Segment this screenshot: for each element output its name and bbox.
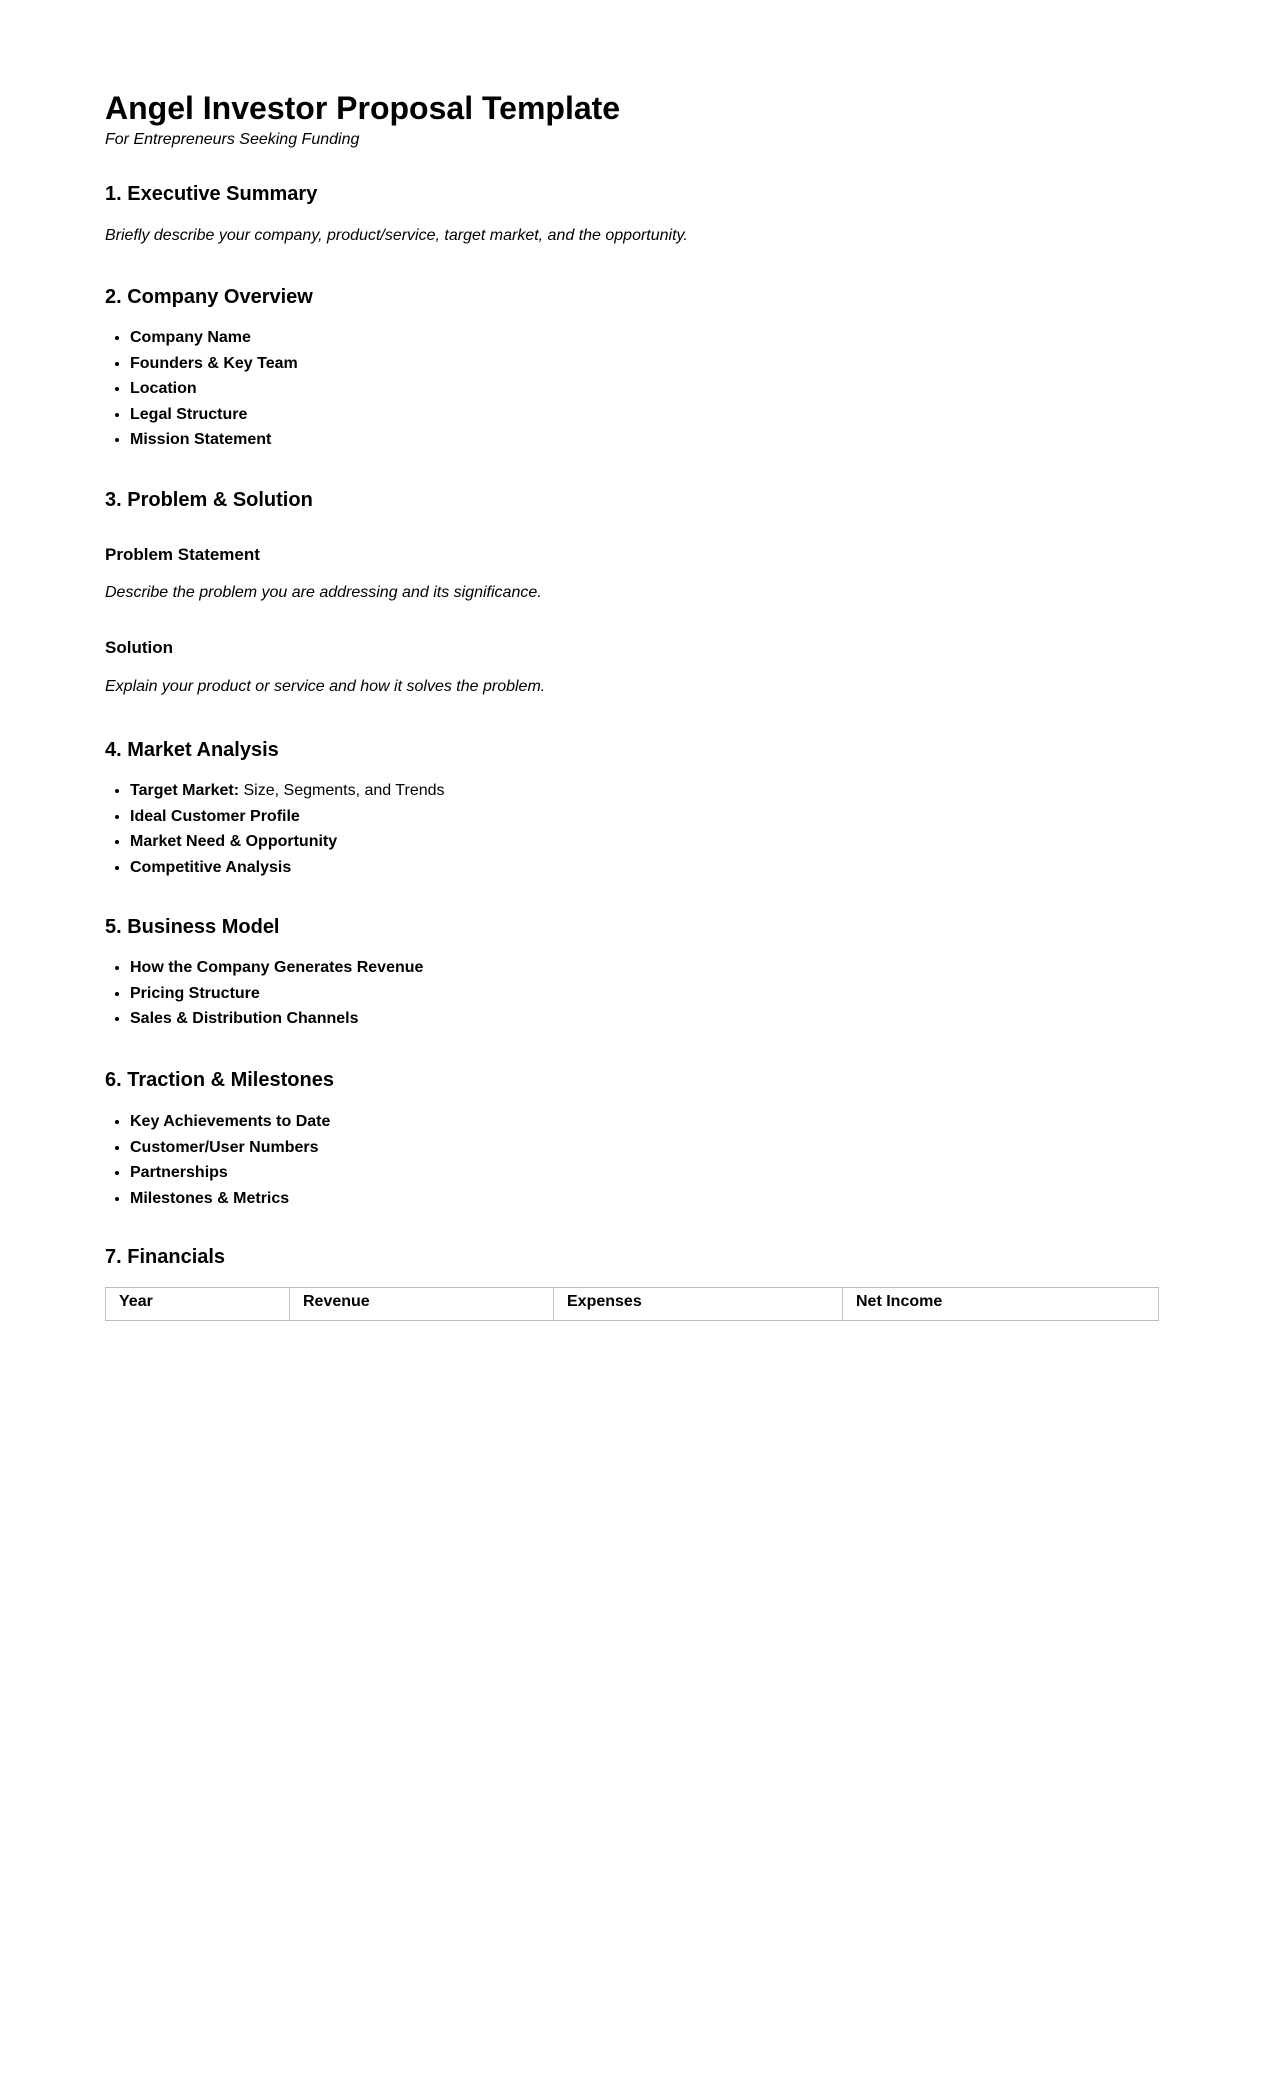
list-item-label: Sales & Distribution Channels	[130, 1010, 359, 1027]
financials-table-viewport	[105, 1287, 1158, 1310]
document	[105, 0, 1158, 2078]
section-heading-market-analysis: 4. Market Analysis	[105, 739, 279, 761]
list-item	[130, 351, 298, 377]
list-item-detail: Size, Segments, and Trends	[239, 782, 445, 799]
list-item	[130, 955, 423, 981]
list-item	[130, 829, 445, 855]
list-item-label: Mission Statement	[130, 431, 272, 448]
list-item	[130, 1135, 330, 1161]
subsection-description-problem-statement: Describe the problem you are addressing and its significance.	[105, 584, 542, 601]
document-subtitle: For Entrepreneurs Seeking Funding	[105, 131, 360, 148]
list-item	[130, 427, 298, 453]
list-item	[130, 1160, 330, 1186]
list-item-label: Milestones & Metrics	[130, 1189, 290, 1207]
list-item-label: Partnerships	[130, 1164, 228, 1181]
subsection-description-solution: Explain your product or service and how it solves the problem.	[105, 678, 546, 695]
list-item-label: Target Market:	[130, 782, 240, 799]
list-item-label: Founders & Key Team	[130, 354, 298, 372]
list-item	[130, 325, 298, 351]
traction-milestones-list	[105, 1109, 330, 1211]
column-header-net-income: Net Income	[843, 1288, 1159, 1321]
list-item-label: Pricing Structure	[130, 984, 260, 1002]
list-item-label: Company Name	[130, 329, 251, 346]
list-item-label: Market Need & Opportunity	[130, 833, 338, 850]
list-item	[130, 804, 445, 830]
list-item	[130, 778, 445, 804]
financials-table	[105, 1287, 1159, 1321]
column-header-year: Year	[106, 1288, 290, 1321]
list-item-label: Key Achievements to Date	[130, 1113, 331, 1130]
list-item	[130, 855, 445, 881]
list-item-label: Legal Structure	[130, 405, 248, 423]
list-item-label: Ideal Customer Profile	[130, 807, 300, 825]
column-header-revenue: Revenue	[290, 1288, 554, 1321]
subsection-heading-problem-statement: Problem Statement	[105, 545, 260, 564]
list-item	[130, 1186, 330, 1212]
list-item-label: Competitive Analysis	[130, 858, 292, 876]
list-item-label: How the Company Generates Revenue	[130, 959, 424, 976]
list-item	[130, 376, 298, 402]
section-heading-executive-summary: 1. Executive Summary	[105, 183, 318, 205]
section-heading-traction-milestones: 6. Traction & Milestones	[105, 1069, 334, 1091]
company-overview-list	[105, 325, 298, 453]
column-header-expenses: Expenses	[554, 1288, 843, 1321]
list-item-label: Customer/User Numbers	[130, 1138, 319, 1156]
list-item	[130, 402, 298, 428]
section-heading-financials: 7. Financials	[105, 1246, 226, 1268]
list-item	[130, 981, 423, 1007]
market-analysis-list	[105, 778, 445, 880]
document-title: Angel Investor Proposal Template	[105, 90, 621, 126]
table-header-row	[106, 1288, 1159, 1321]
section-heading-problem-solution: 3. Problem & Solution	[105, 489, 313, 511]
section-description-executive-summary: Briefly describe your company, product/service, target market, and the opportunity.	[105, 227, 688, 244]
section-heading-company-overview: 2. Company Overview	[105, 286, 313, 308]
list-item	[130, 1006, 423, 1032]
list-item	[130, 1109, 330, 1135]
subsection-heading-solution: Solution	[105, 638, 173, 657]
section-heading-business-model: 5. Business Model	[105, 916, 280, 938]
list-item-label: Location	[130, 380, 197, 397]
business-model-list	[105, 955, 423, 1032]
